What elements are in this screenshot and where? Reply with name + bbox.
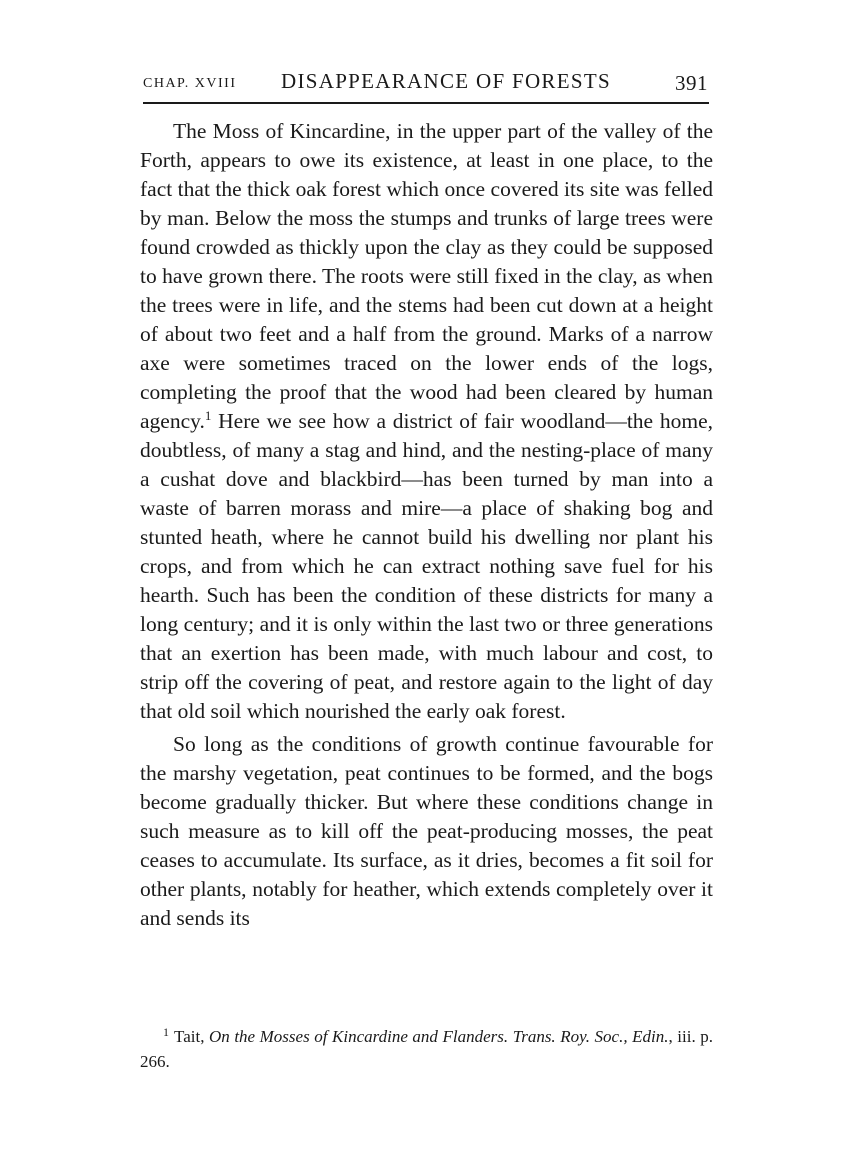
footnote-author: Tait, — [174, 1027, 209, 1046]
footnote-location: , iii. p. 266. — [140, 1027, 714, 1071]
footnote-title: On the Mosses of Kincardine and Flanders. — [209, 1027, 509, 1046]
paragraph-1 — [140, 117, 713, 726]
header-rule — [143, 102, 709, 104]
page-number: 391 — [675, 71, 708, 95]
paragraph-1-text-before: The Moss of Kincardine, in the upper part of the valley of the Forth, appears to owe its existence, at least in one place, to the fact that the thick oak forest which once covered its site was felled by man. Below the moss the stumps and trunks of large trees were found crowded as thickly upon the clay as they could be supposed to have grown there. The roots were still fixed in the clay, as when the trees were in life, and the stems had been cut down at a height of about two feet and a half from the ground. Marks of a narrow axe were sometimes traced on the lower ends of the logs, completing the proof that the wood had been cleared by human agency. — [140, 119, 713, 433]
paragraph-2-text: So long as the conditions of growth continue favourable for the marshy vegetation, peat continues to be formed, and the bogs become gradually thicker. But where these conditions change in such measure as to kill off the peat-producing mosses, the peat ceases to accumulate. Its surface, as it dries, becomes a fit soil for other plants, notably for heather, which extends completely over it and sends its — [140, 732, 713, 930]
chapter-title: DISAPPEARANCE OF FORESTS — [281, 69, 611, 93]
footnote-mark: 1 — [163, 1025, 169, 1039]
paragraph-2 — [140, 730, 713, 933]
paragraph-1-text-after: Here we see how a district of fair woodland—the home, doubtless, of many a stag and hind, and the nesting-place of many a cushat dove and blackbird—has been turned by man into a waste of barren morass and mire—a place of shaking bog and stunted heath, where he cannot build his dwelling nor plant his crops, and from which he can extract nothing save fuel for his hearth. Such has been the condition of these districts for many a long century; and it is only within the last two or three generations that an exertion has been made, with much labour and cost, to strip off the covering of peat, and restore again to the light of day that old soil which nourished the early oak forest. — [140, 409, 713, 723]
footnote-journal: Trans. Roy. Soc., Edin. — [512, 1027, 669, 1046]
footnote-reference: 1 — [204, 408, 212, 423]
running-header — [143, 66, 711, 96]
footnote — [140, 1024, 713, 1074]
body-text — [140, 117, 713, 933]
chapter-label: CHAP. XVIII — [143, 76, 237, 91]
